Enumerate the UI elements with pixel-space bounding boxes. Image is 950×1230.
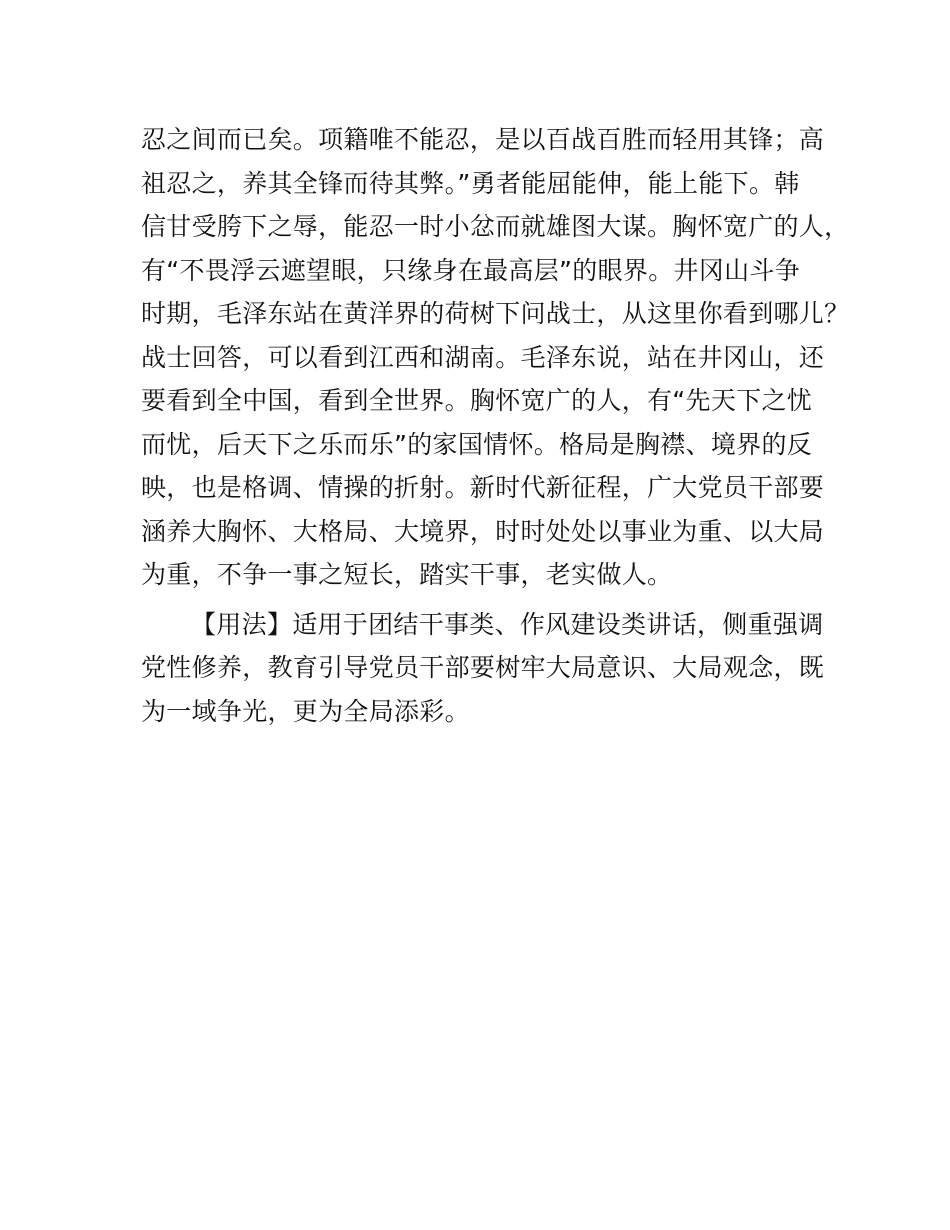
text-line: 而忧，后天下之乐而乐”的家国情怀。格局是胸襟、境界的反 — [141, 429, 813, 459]
text-line: 信甘受胯下之辱，能忍一时小忿而就雄图大谋。胸怀宽广的人， — [141, 212, 850, 241]
text-line: 忍之间而已矣。项籍唯不能忍，是以百战百胜而轻用其锋；高 — [141, 125, 825, 154]
text-line: 涵养大胸怀、大格局、大境界，时时处处以事业为重、以大局 — [141, 516, 825, 546]
text-line: 有“不畏浮云遮望眼，只缘身在最高层”的眼界。井冈山斗争 — [141, 255, 801, 285]
text-line: 战士回答，可以看到江西和湖南。毛泽东说，站在井冈山，还 — [141, 342, 825, 372]
text-line: 映，也是格调、情操的折射。新时代新征程，广大党员干部要 — [141, 473, 825, 502]
text-line: 为重，不争一事之短长，踏实干事，老实做人。 — [141, 560, 673, 589]
document-body — [141, 118, 850, 733]
text-line: 党性修养，教育引导党员干部要树牢大局意识、大局观念，既 — [141, 653, 825, 682]
paragraph-main — [141, 118, 850, 597]
text-line-indented: 【用法】适用于团结干事类、作风建设类讲话，侧重强调 — [191, 609, 824, 639]
text-line: 时期，毛泽东站在黄洋界的荷树下问战士，从这里你看到哪儿？ — [141, 299, 850, 328]
text-line: 为一域争光，更为全局添彩。 — [141, 696, 470, 726]
paragraph-usage — [141, 603, 841, 734]
text-line: 要看到全中国，看到全世界。胸怀宽广的人，有“先天下之忧 — [141, 386, 813, 415]
text-line: 祖忍之，养其全锋而待其弊。”勇者能屈能伸，能上能下。韩 — [141, 168, 800, 198]
